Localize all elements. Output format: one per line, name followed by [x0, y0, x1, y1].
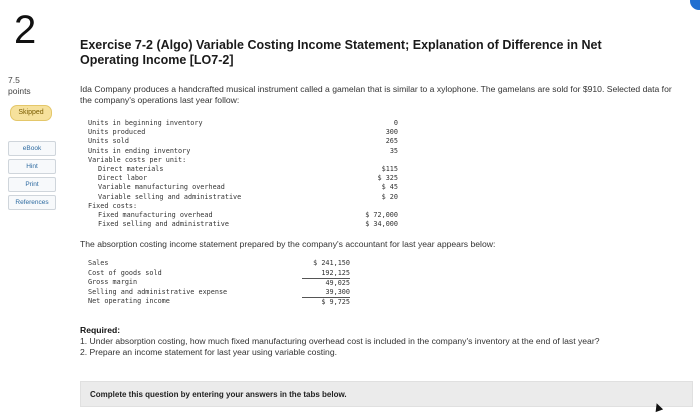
references-button[interactable]: References: [8, 195, 56, 210]
row-value: $ 72,000: [365, 210, 398, 219]
table-row: [88, 174, 398, 183]
print-button[interactable]: Print: [8, 177, 56, 192]
table-row: [88, 165, 398, 174]
absorption-intro: The absorption costing income statement prepared by the company's accountant for last year appears below:: [80, 239, 496, 249]
points-info: [8, 75, 31, 97]
points-label: points: [8, 86, 31, 96]
row-label: Units in ending inventory: [88, 146, 191, 155]
table-row: [88, 119, 398, 128]
status-badge: Skipped: [10, 105, 52, 121]
row-label: Units in beginning inventory: [88, 119, 203, 127]
row-label: Fixed manufacturing overhead: [98, 210, 213, 219]
row-label: Variable selling and administrative: [98, 192, 242, 201]
row-value: $ 20: [381, 192, 398, 201]
table-row: [88, 259, 350, 269]
table-row: [88, 147, 398, 156]
row-label: Cost of goods sold: [88, 268, 162, 277]
ebook-button[interactable]: eBook: [8, 141, 56, 156]
row-value: 39,300: [325, 287, 350, 296]
row-value: $ 241,150: [313, 259, 350, 267]
hint-button[interactable]: Hint: [8, 159, 56, 174]
row-value: $ 325: [377, 174, 398, 183]
row-label: Fixed selling and administrative: [98, 220, 229, 229]
row-value: 49,025: [302, 278, 350, 289]
table-row: [88, 137, 398, 146]
table-row: [88, 128, 398, 137]
row-value: $115: [381, 164, 398, 173]
row-label: Net operating income: [88, 297, 170, 306]
row-label: Direct labor: [98, 174, 148, 183]
table-row: [88, 156, 398, 165]
table-row: [88, 288, 350, 298]
table-row: [88, 269, 350, 279]
row-label: Direct materials: [98, 164, 164, 173]
table-row: [88, 183, 398, 192]
row-label: Units sold: [88, 137, 129, 146]
row-value: $ 34,000: [365, 220, 398, 229]
row-value: 35: [389, 146, 398, 155]
help-icon[interactable]: [690, 0, 700, 10]
row-label: Sales: [88, 259, 109, 267]
points-value: 7.5: [8, 75, 20, 85]
row-value: 192,125: [321, 268, 350, 277]
row-value: $ 9,725: [302, 297, 350, 308]
row-label: Variable costs per unit:: [88, 155, 187, 164]
table-row: [88, 220, 398, 229]
question-number: 2: [14, 8, 37, 52]
row-value: 265: [385, 137, 398, 146]
instruction-banner: [80, 381, 693, 407]
row-value: $ 45: [381, 183, 398, 192]
required-item: 1. Under absorption costing, how much fixed manufacturing overhead cost is included in the company's inventory at the end of last year?: [80, 336, 600, 346]
exercise-intro: Ida Company produces a handcrafted musical instrument called a gamelan that is similar to a xylophone. The gamelans are sold for $910. Selected data for the company's operations last year follow:: [80, 84, 672, 105]
data-table: [88, 119, 398, 229]
required-section: [80, 325, 680, 358]
required-item: 2. Prepare an income statement for last year using variable costing.: [80, 347, 337, 357]
row-label: Units produced: [88, 128, 146, 137]
instruction-text: Complete this question by entering your answers in the tabs below.: [90, 390, 347, 399]
required-heading: Required:: [80, 325, 121, 335]
table-row: [88, 193, 398, 202]
table-row: [88, 211, 398, 220]
row-value: 0: [393, 119, 398, 127]
table-row: [88, 297, 350, 307]
row-label: Fixed costs:: [88, 201, 138, 210]
exercise-title: Exercise 7-2 (Algo) Variable Costing Income Statement; Explanation of Difference in Net Operating Income [LO7-2]: [80, 38, 602, 67]
row-label: Selling and administrative expense: [88, 287, 228, 296]
income-statement: [88, 259, 350, 307]
row-label: Gross margin: [88, 278, 138, 287]
table-row: [88, 202, 398, 211]
table-row: [88, 278, 350, 288]
row-label: Variable manufacturing overhead: [98, 183, 225, 192]
row-value: 300: [385, 128, 398, 137]
